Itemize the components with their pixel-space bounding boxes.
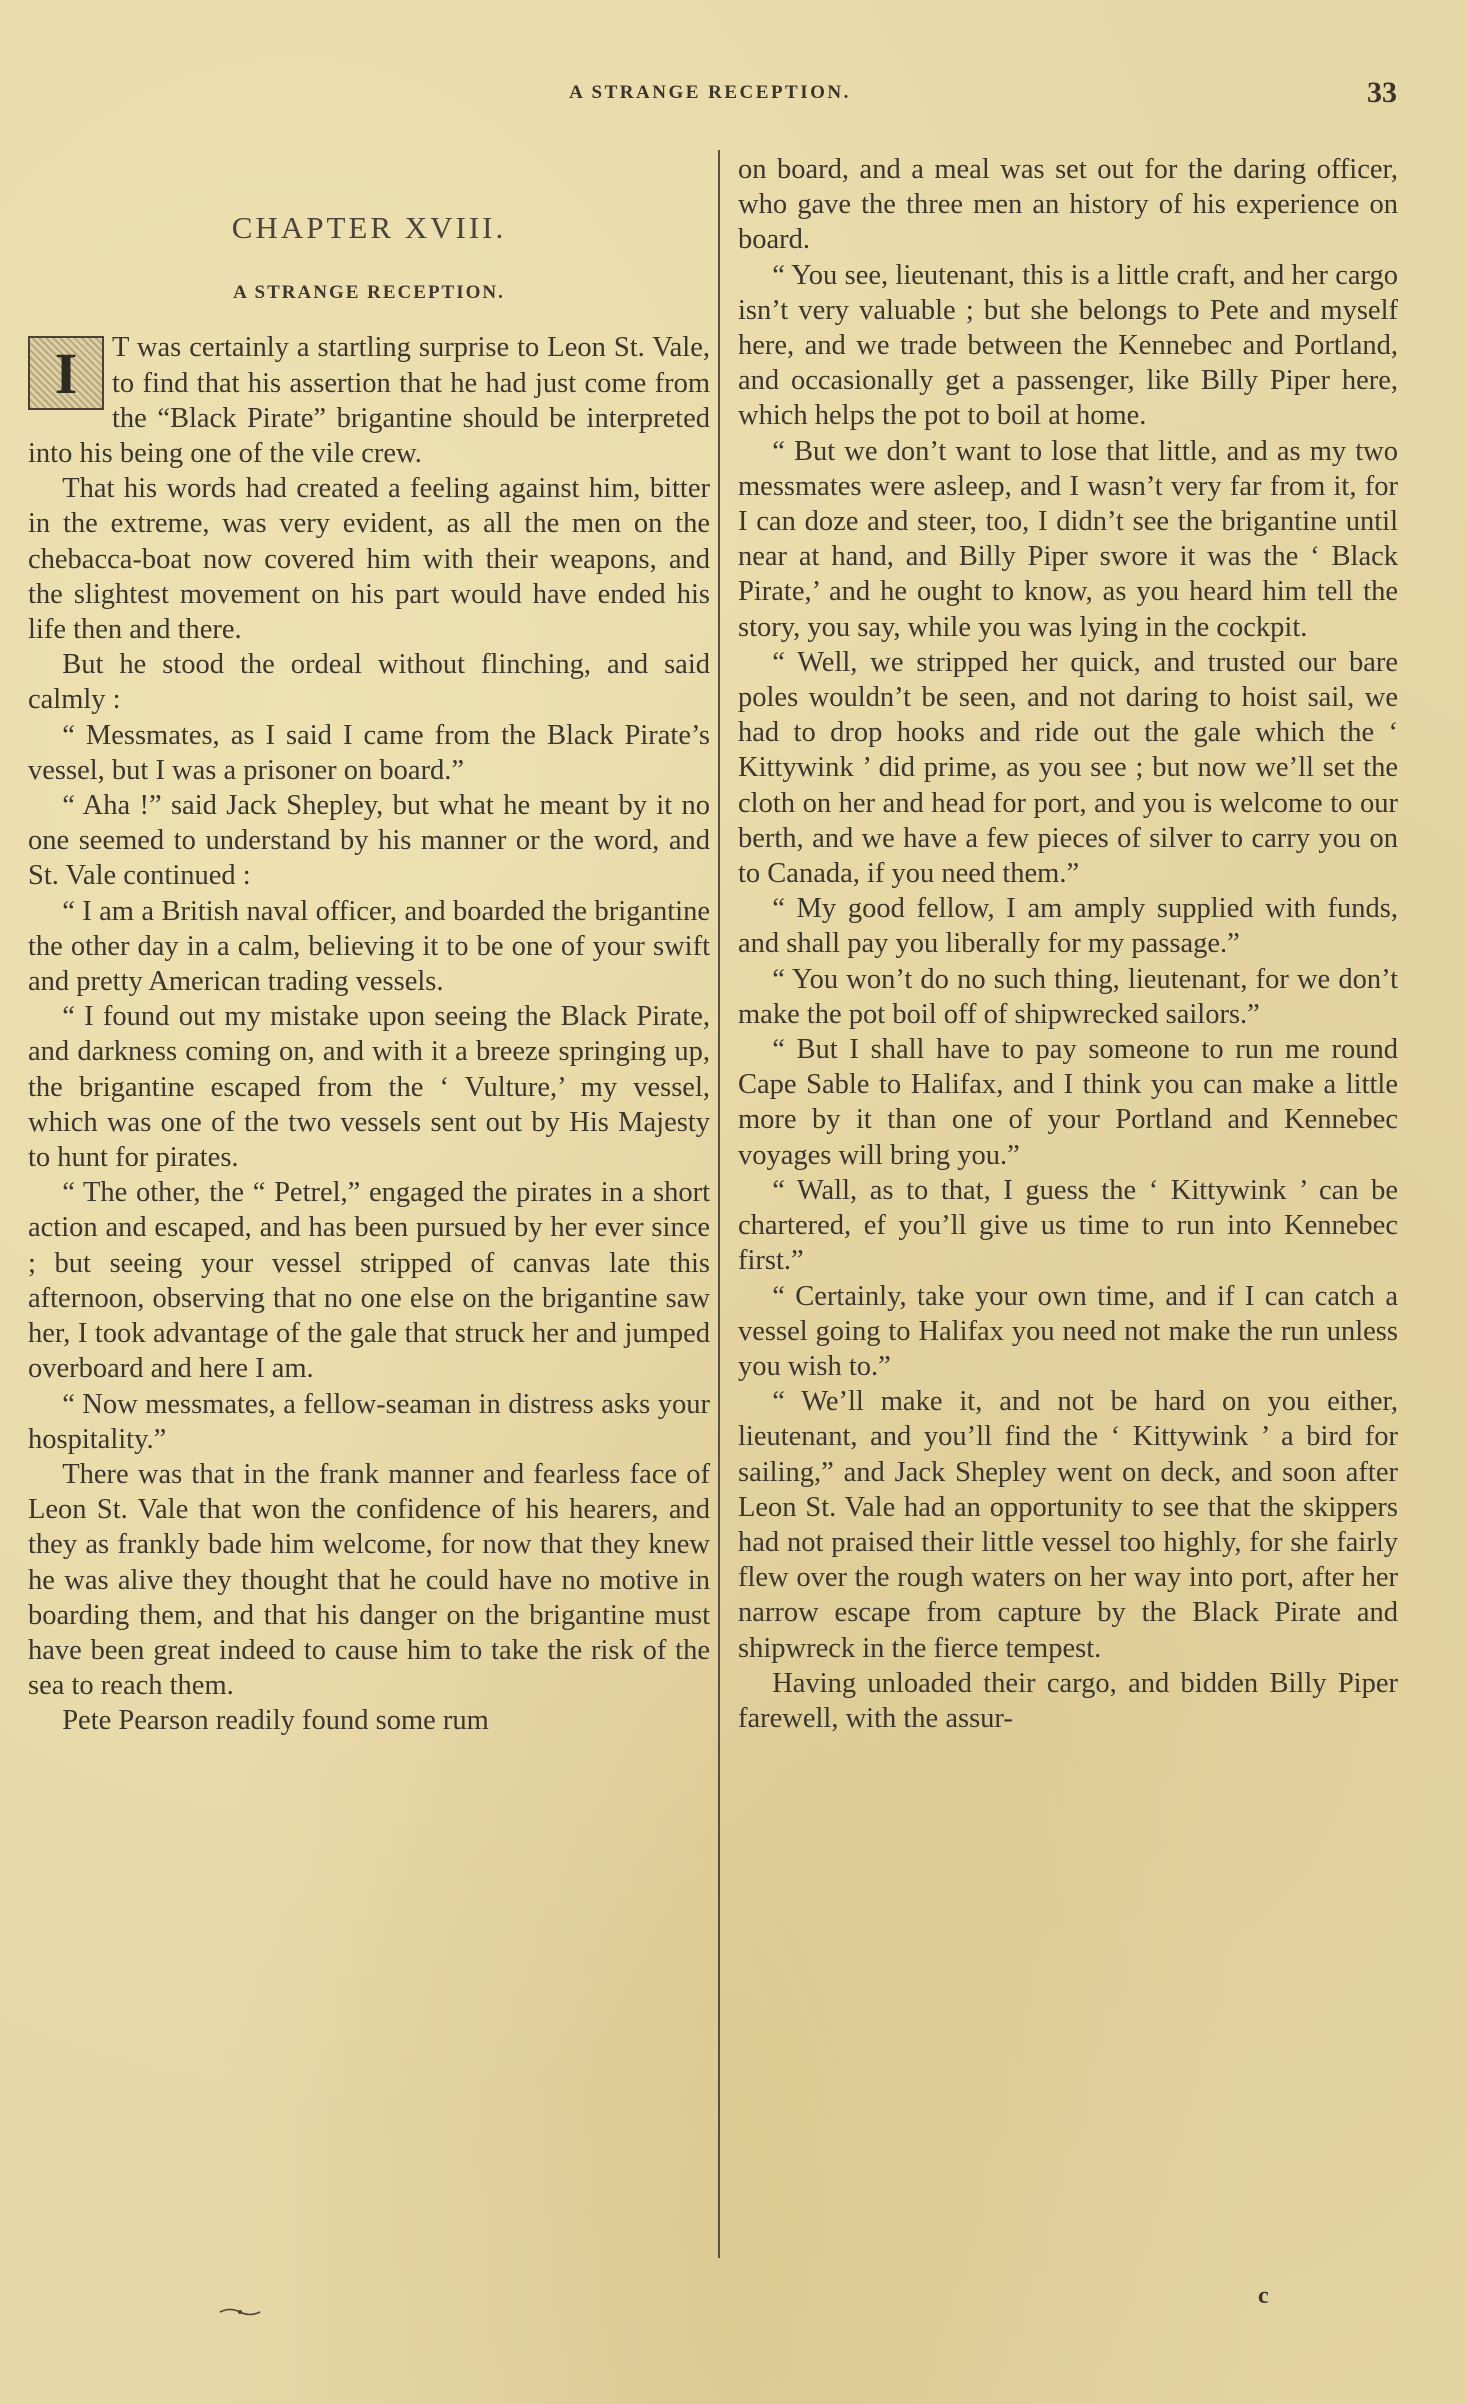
paragraph-text: “ I found out my mistake upon seeing the Black Pirate, and darkness coming on, and with it a breeze springing up, the brigantine escaped from the ‘ Vulture,’ my vessel, which was one of the two vessels sent out by His Majesty to hunt for pirates. [28, 1001, 710, 1174]
paragraph [738, 1173, 1398, 1279]
paragraph [28, 788, 710, 894]
ornament-icon [218, 2306, 262, 2318]
paragraph [738, 645, 1398, 891]
paragraph [28, 999, 710, 1175]
paragraph [738, 152, 1398, 258]
paragraph [28, 1703, 710, 1738]
chapter-subtitle: A STRANGE RECEPTION. [233, 282, 505, 304]
running-head: A STRANGE RECEPTION. [569, 82, 851, 103]
paragraph [28, 1175, 710, 1386]
paragraph-text: “ But I shall have to pay someone to run me round Cape Sable to Halifax, and I think you can make a little more by it than one of your Portland and Kennebec voyages will bring you.” [738, 1034, 1398, 1171]
paragraph-text: “ The other, the “ Petrel,” engaged the pirates in a short action and escaped, and has been pursued by her ever since ; but seeing your vessel stripped of canvas late this afternoon, observing that no one else on the brigantine saw her, I took advantage of the gale that struck her and jumped overboard and here I am. [28, 1177, 710, 1385]
dropcap [28, 336, 104, 410]
column-divider [718, 150, 720, 2258]
chapter-title: CHAPTER XVIII. [231, 210, 507, 245]
paragraph-text: T was certainly a startling surprise to Leon St. Vale, to find that his assertion that he had just come from the “Black Pirate” brigantine should be interpreted into his being one of the vile crew. [28, 332, 710, 470]
signature-mark: c [1258, 2283, 1269, 2309]
paragraph-text: “ My good fellow, I am amply supplied with funds, and shall pay you liberally for my passage.” [738, 893, 1398, 960]
paragraph [28, 330, 710, 471]
paragraph-text: “ I am a British naval officer, and boarded the brigantine the other day in a calm, believing it to be one of your swift and pretty American trading vessels. [28, 895, 710, 998]
paragraph-text: “ Well, we stripped her quick, and trusted our bare poles wouldn’t be seen, and not daring to hoist sail, we had to drop hooks and ride out the gale which the ‘ Kittywink ’ did prime, as you see ; but now we’ll set the cloth on her and head for port, and you is welcome to our berth, and we have a few pieces of silver to carry you on to Canada, if you need them.” [738, 646, 1398, 890]
paragraph [28, 894, 710, 1000]
paragraph [738, 258, 1398, 434]
paragraph-text: There was that in the frank manner and fearless face of Leon St. Vale that won the confidence of his hearers, and they as frankly bade him welcome, for now that they knew he was alive they thought that he could have no motive in boarding them, and that his danger on the brigantine must have been great indeed to cause him to take the risk of the sea to reach them. [28, 1458, 710, 1702]
paragraph-text: “ But we don’t want to lose that little, and as my two messmates were asleep, and I wasn’t very far from it, for I can doze and steer, too, I didn’t see the brigantine until near at hand, and Billy Piper swore it was the ‘ Black Pirate,’ and he ought to know, as you heard him tell the story, you say, while you was lying in the cockpit. [738, 435, 1398, 643]
paragraph-text: “ Certainly, take your own time, and if I can catch a vessel going to Halifax you need not make the run unless you wish to.” [738, 1280, 1398, 1382]
paragraph-text: “ Aha !” said Jack Shepley, but what he meant by it no one seemed to understand by his manner or the word, and St. Vale continued : [28, 790, 710, 892]
page-number: 33 [1367, 76, 1397, 109]
paragraph [28, 471, 710, 647]
paragraph-text: “ We’ll make it, and not be hard on you either, lieutenant, and you’ll find the ‘ Kittywink ’ a bird for sailing,” and Jack Shepley went on deck, and soon after Leon St. Vale had an opportunity to see that the skippers had not praised their little vessel too highly, for she fairly flew over the rough waters on her way into port, after her narrow escape from capture by the Black Pirate and shipwreck in the fierce tempest. [738, 1386, 1398, 1664]
paragraph [738, 1384, 1398, 1666]
paragraph-text: “ Wall, as to that, I guess the ‘ Kittywink ’ can be chartered, ef you’ll give us time to run into Kennebec first.” [738, 1174, 1398, 1277]
right-column [738, 152, 1398, 1736]
paragraph-text: Pete Pearson readily found some rum [62, 1705, 489, 1737]
paragraph-text: “ You see, lieutenant, this is a little craft, and her cargo isn’t very valuable ; but she belongs to Pete and myself here, and we trade between the Kennebec and Portland, and occasionally get a passenger, like Billy Piper here, which helps the pot to boil at home. [738, 259, 1398, 432]
paragraph-text: “ Messmates, as I said I came from the Black Pirate’s vessel, but I was a prisoner on board.” [28, 719, 710, 786]
left-column [28, 150, 710, 1739]
paragraph [28, 1457, 710, 1703]
paragraph [738, 962, 1398, 1032]
paragraph [738, 1279, 1398, 1385]
paragraph-text: “ You won’t do no such thing, lieutenant, for we don’t make the pot boil off of shipwrecked sailors.” [738, 963, 1398, 1030]
paragraph-text: That his words had created a feeling against him, bitter in the extreme, was very evident, as all the men on the chebacca-boat now covered him with their weapons, and the slightest movement on his part would have ended his life then and there. [28, 473, 710, 646]
paragraph-text: Having unloaded their cargo, and bidden Billy Piper farewell, with the assur- [738, 1667, 1398, 1734]
paragraph [28, 647, 710, 717]
paragraph-text: “ Now messmates, a fellow-seaman in distress asks your hospitality.” [28, 1388, 710, 1455]
dropcap-letter: I [54, 341, 78, 407]
paragraph [738, 1666, 1398, 1736]
paragraph [28, 718, 710, 788]
paragraph [738, 434, 1398, 645]
paragraph [738, 891, 1398, 961]
paragraph [738, 1032, 1398, 1173]
paragraph-text: on board, and a meal was set out for the daring officer, who gave the three men an history of his experience on board. [738, 154, 1398, 256]
paragraph-text: But he stood the ordeal without flinching, and said calmly : [28, 649, 710, 716]
paragraph [28, 1387, 710, 1457]
